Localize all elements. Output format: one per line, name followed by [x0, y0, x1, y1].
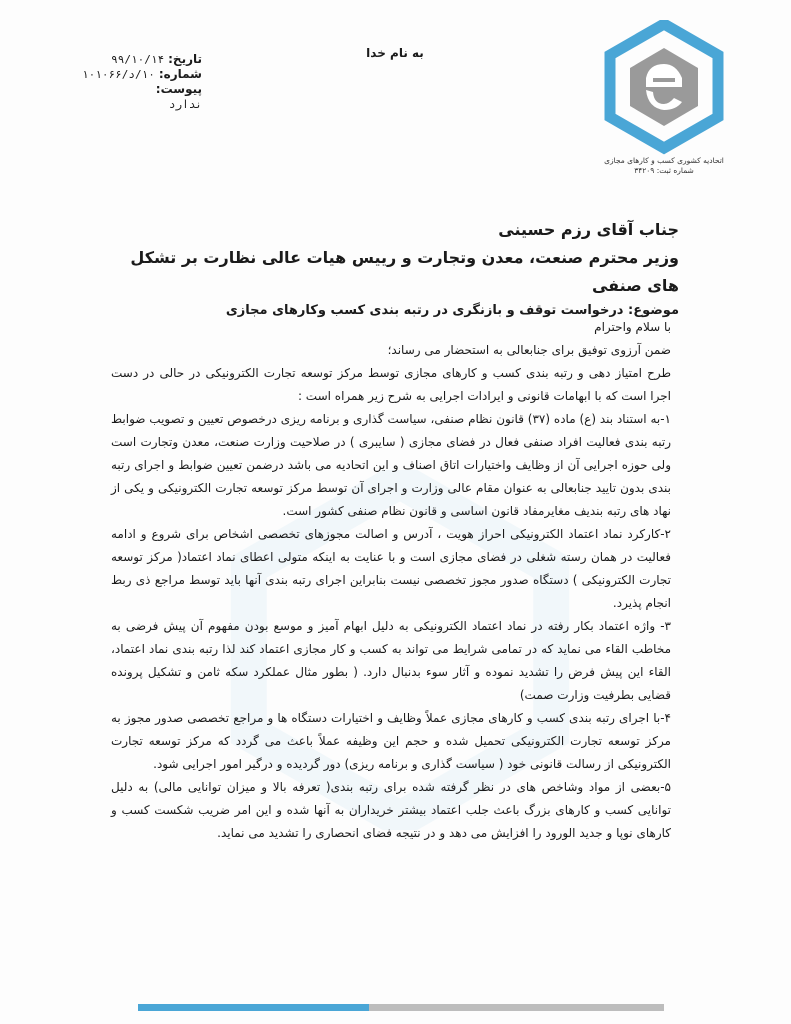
recipient-title: وزیر محترم صنعت، معدن وتجارت و رییس هیات عالی نظارت بر تشکل های صنفی [130, 248, 679, 295]
attachment-value-row [92, 97, 202, 112]
letter-meta [81, 52, 202, 112]
number-row [81, 67, 202, 82]
number-label: شماره: [158, 67, 202, 81]
date-row [92, 52, 202, 67]
bismillah-heading: به نام خدا [366, 46, 424, 60]
number-value: ۱۰/د/۱۰۱۰۶۶ [81, 68, 155, 81]
attachment-value: ندارد [168, 98, 202, 111]
logo-caption [596, 156, 732, 176]
intro-line: ضمن آرزوی توفیق برای جنابعالی به استحضار می رساند؛ [387, 343, 671, 357]
logo-caption-registration: شماره ثبت: ۳۴۲۰۹ [634, 166, 694, 175]
letter-subject: موضوع: درخواست توقف و بازنگری در رتبه بندی کسب وکارهای مجازی [225, 303, 679, 318]
letter-body [111, 316, 671, 845]
union-hexagon-logo-icon [602, 20, 726, 170]
item-2-paragraph: ۲-کارکرد نماد اعتماد الکترونیکی احراز هویت ، آدرس و اصالت مجوزهای تخصصی اشخاص برای شروع و ادامه فعالیت در همان رسته شغلی در فضای مجازی است و با عنایت به اینکه متولی اعطای نماد اعتماد( مرکز توسعه تجارت الکترونیکی ) دستگاه صدور مجوز تخصصی نیست بنابراین اجرای رتبه بندی آنها باید توسط مراجع ذی ربط انجام پذیرد. [111, 527, 671, 610]
footer-bar-blue [138, 1004, 369, 1011]
lead-paragraph: طرح امتیاز دهی و رتبه بندی کسب و کارهای مجازی توسط مرکز توسعه تجارت الکترونیکی در حالی در دست اجرا است که با ابهامات قانونی و ایرادات اجرایی به شرح زیر همراه است : [111, 366, 671, 403]
attachment-label: پیوست: [155, 82, 202, 96]
recipient-name: جناب آقای رزم حسینی [498, 220, 679, 239]
item-1-paragraph: ۱-به استناد بند (ع) ماده (۳۷) قانون نظام صنفی، سیاست گذاری و برنامه ریزی درخصوص تعیین و تصویب ضوابط رتبه بندی فعالیت افراد صنفی فعال در فضای مجازی ( سایبری ) در صلاحیت وزارت صنعت، معدن وتجارت است ولی حوزه اجرایی آن از وظایف واختیارات اتاق اصناف و این اتحادیه می باشد درضمن تعیین ضوابط و اجرای رتبه بندی بدون تایید جنابعالی به عنوان مقام عالی وزارت و اجرای آن توسط مرکز توسعه تجارت الکترونیکی و یکی از نهاد های رتبه بندیف مغایرمفاد قانون اساسی و قانون نظام صنفی کشور است. [111, 412, 671, 518]
footer-bar-gray [369, 1004, 664, 1011]
addressee-block [119, 216, 679, 322]
item-4-paragraph: ۴-با اجرای رتبه بندی کسب و کارهای مجازی عملاً وظایف و اختیارات دستگاه ها و مراجع تخصصی صدور مجوز به مرکز توسعه تجارت الکترونیکی تحمیل شده و حجم این وظیفه عملاً باعث می گردد که مرکز توسعه تجارت الکترونیکی از رسالت قانونی خود ( سیاست گذاری و برنامه ریزی) دور گردیده و درگیر امور اجرایی شود. [111, 711, 671, 771]
footer-color-bar [138, 1004, 664, 1011]
item-3-paragraph: ۳- واژه اعتماد بکار رفته در نماد اعتماد الکترونیکی به دلیل ابهام آمیز و موسع بودن مفهوم آن پیش فرضی به مخاطب القاء می نماید که در تمامی شرایط می تواند به کسب و کار مجازی اعتماد کند لذا رتبه بندی نماد اعتماد، القاء این پیش فرض را تشدید نموده و آثار سوء بدنبال دارد. ( بطور مثال عملکرد سکه ثامن و تشکیل پرونده قضایی بطرفیت وزارت صمت) [111, 619, 671, 702]
item-5-paragraph: ۵-بعضی از مواد وشاخص های در نظر گرفته شده برای رتبه بندی( تعرفه بالا و میزان توانایی مالی) به دلیل توانایی کسب و کارهای بزرگ باعث جلب اعتماد بیشتر خریداران به آنها شده و این امر ضریب شکست کسب و کارهای نوپا و جدید الورود را افزایش می دهد و در نتیجه فضای انحصاری را تشدید می نماید. [111, 780, 671, 840]
greeting: با سلام واحترام [594, 320, 671, 334]
date-value: ۹۹/۱۰/۱۴ [111, 53, 165, 66]
logo-caption-title: اتحادیه کشوری کسب و کارهای مجازی [604, 156, 724, 165]
date-label: تاریخ: [168, 52, 202, 66]
attachment-row [92, 82, 202, 97]
